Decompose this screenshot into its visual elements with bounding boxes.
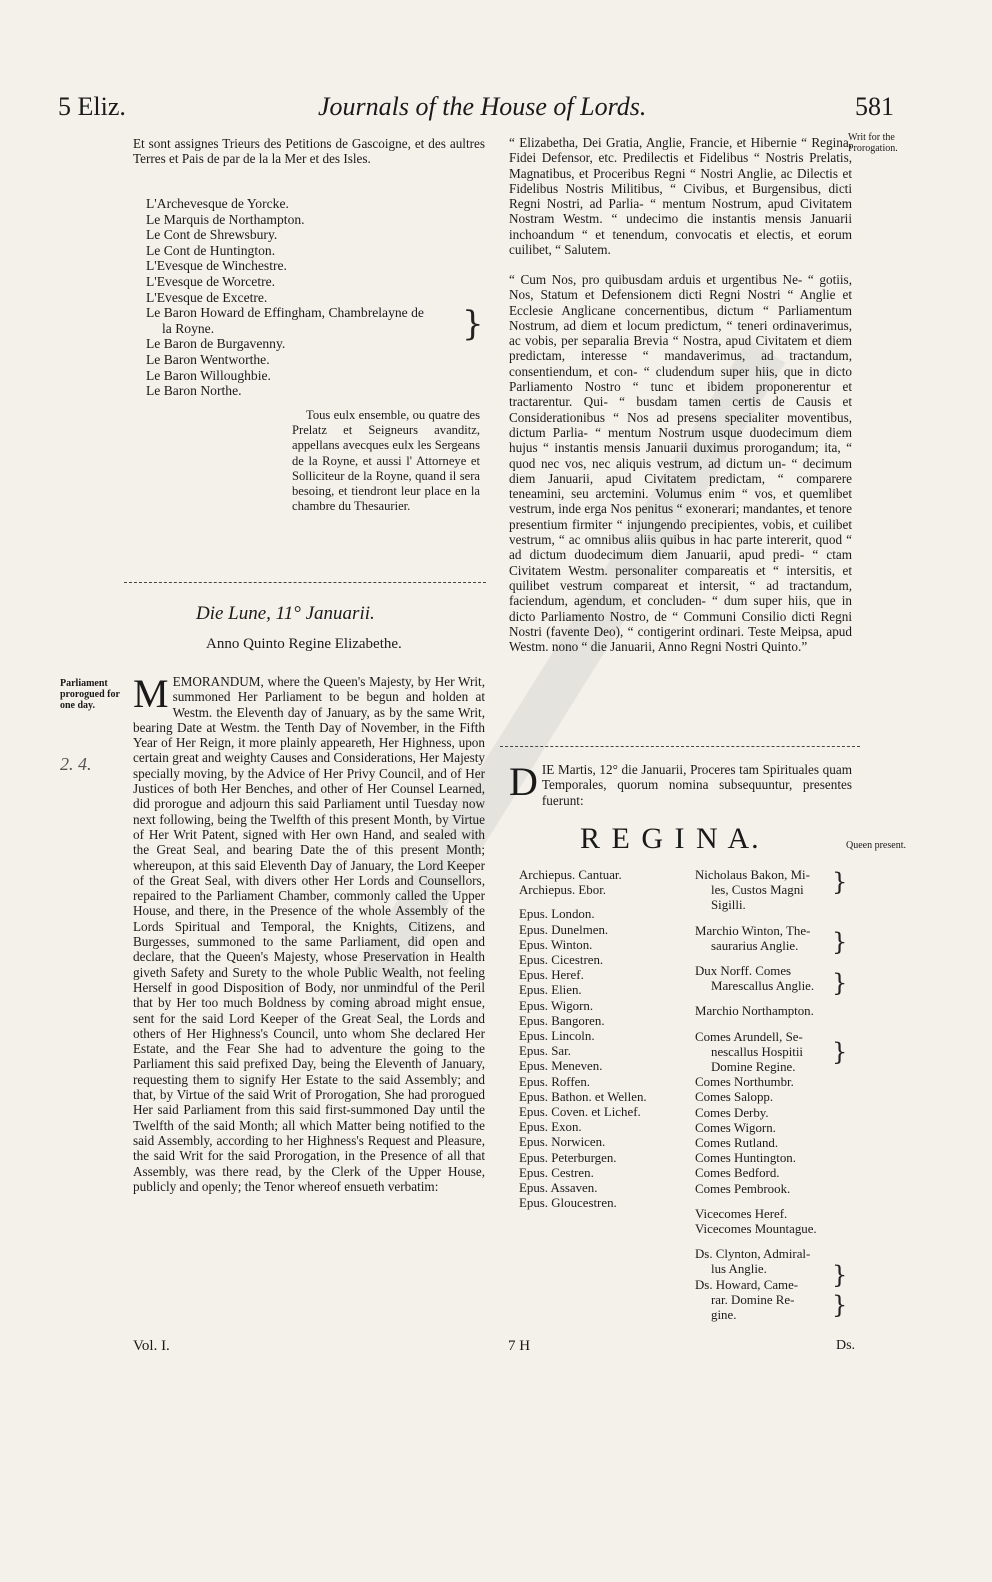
lord-line: lus Anglie. xyxy=(711,1262,767,1277)
lord-line: Vicecomes Mountague. xyxy=(695,1222,817,1237)
lord-name: Epus. Assaven. xyxy=(519,1181,598,1196)
lord-line: Marchio Northampton. xyxy=(695,1004,814,1019)
lord-line: Comes Salopp. xyxy=(695,1090,774,1105)
lord-group xyxy=(695,1278,840,1324)
lord-name: Epus. Wigorn. xyxy=(519,998,594,1013)
memorandum-text: EMORANDUM, where the Queen's Majesty, by Her Writ, summoned Her Parliament to be begun and holden at Westm. the Eleventh day of January, as by the same Writ, bearing Date at Westm. the Tenth Day of November, in the Fifth Year of Her Reign, it more plainly appeareth, Her Highness, upon certain great and weighty Causes and Considerations, Her Majesty specially moving, by the Advice of Her Privy Council, and of Her Justices of both Her Benches, and other of Her Counsel Learned, did prorogue and adjourn this said Parliament until Tuesday now next following, being the Twelfth of this present Month, by Virtue of Her Writ Patent, signed with Her own Hand, and sealed with the Great Seal, and bearing Date the of this present Month; whereupon, at this said Eleventh Day of January, the Lord Keeper of the Great Seal, with divers other Her Lords and Counsellors, repaired to the Parliament Chamber, commonly called the Upper House, and there, in the Presence of the whole Assembly of the Lords Spiritual and Temporal, the Knights, Citizens, and Burgesses, summoned to the same Parliament, did open and declare, that the Queen's Majesty, whose Preservation in Health giveth Safety and Surety to the whole Public Wealth, not feeling Herself in good Disposition of Body, nor unmindful of the Peril that by Her too much Boldness by coming abroad might ensue, sent for the said Lord Keeper of the Great Seal, the Lords and others of Her Highness's Council, unto whom She declared Her Estate, and the Fear She had to adventure the going to the Parliament this said prefixed Day, being the Eleventh of January, requesting them to signify Her Estate to the said Assembly; and that, by Virtue of the said Writ of Prorogation, She had prorogued Her said Parliament from this said first-summoned Day until the Twelfth of the said Month; all which Matter being notified to the said Assembly, according to her Highness's Request and Pleasure, the said Writ for the said Prorogation, in the Presence of all that Assembly, was there read, by the Clerk of the Upper House, publicly and openly; the Tenor whereof ensueth verbatim: xyxy=(133,674,485,1194)
lord-line: Comes Pembrook. xyxy=(695,1181,791,1196)
regina-heading: R E G I N A. xyxy=(580,822,761,855)
trier-name: Le Marquis de Northampton. xyxy=(146,211,305,227)
session-date: Die Lune, 11° Januarii. xyxy=(196,603,375,624)
lord-line: Comes Bedford. xyxy=(695,1166,780,1181)
trier-name: la Royne. xyxy=(162,320,215,336)
lord-name: Epus. Bangoren. xyxy=(519,1013,605,1028)
memorandum xyxy=(133,671,485,1194)
lord-line: Comes Rutland. xyxy=(695,1136,779,1151)
lord-name: Epus. Meneven. xyxy=(519,1059,603,1074)
lord-name: Epus. Roffen. xyxy=(519,1074,591,1089)
catchword: Ds. xyxy=(836,1338,856,1353)
lord-name: Archiepus. Ebor. xyxy=(519,883,606,898)
lord-group xyxy=(695,1030,840,1076)
lord-line: Marchio Winton, The- xyxy=(695,923,811,938)
dropcap: D xyxy=(509,759,538,804)
margin-note-queen: Queen present. xyxy=(846,840,906,851)
lord-group xyxy=(695,964,840,994)
trier-name: L'Evesque de Excetre. xyxy=(146,289,268,305)
triers-list xyxy=(146,196,476,399)
trier-name: Le Baron Northe. xyxy=(146,383,242,399)
lord-line: Comes Northumbr. xyxy=(695,1075,794,1090)
lord-name: Epus. Dunelmen. xyxy=(519,922,609,937)
triers-closing: Tous eulx ensemble, ou quatre des Prelatz et Seigneurs avanditz, appellans avecques eulx les Sergeans de la Royne, et aussi l' Attorneye et Solliciteur de la Royne, quand il sera besoing, et tiendront leur place en la chambre du Thesaurier. xyxy=(292,408,480,514)
lord-line: Comes Wigorn. xyxy=(695,1120,776,1135)
divider xyxy=(124,582,486,583)
temporal-lords-list xyxy=(695,868,840,1323)
trier-name: Le Baron Wentworthe. xyxy=(146,351,270,367)
signature-mark: 7 H xyxy=(508,1338,531,1354)
trier-name: L'Evesque de Worcetre. xyxy=(146,273,276,289)
triers-intro: Et sont assignes Trieurs des Petitions de Gascoigne, et des aultres Terres et Pais de par de la la Mer et des Isles. xyxy=(133,136,485,167)
brace-icon: } xyxy=(832,868,848,896)
page-number: 581 xyxy=(855,92,894,121)
lord-name: Epus. Exon. xyxy=(519,1120,582,1135)
lord-name: Epus. Norwicen. xyxy=(519,1135,606,1150)
dropcap: M xyxy=(133,671,169,716)
trier-name: Le Cont de Shrewsbury. xyxy=(146,227,278,243)
lord-line: Comes Derby. xyxy=(695,1105,769,1120)
lord-group xyxy=(695,1247,840,1277)
trier-name: Le Baron de Burgavenny. xyxy=(146,336,286,352)
lord-group xyxy=(695,868,840,914)
lord-name: Epus. Bathon. et Wellen. xyxy=(519,1089,647,1104)
lord-line: Sigilli. xyxy=(711,898,746,913)
lord-line: les, Custos Magni xyxy=(711,883,804,898)
trier-name: Le Baron Willoughbie. xyxy=(146,367,271,383)
trier-name: Le Baron Howard de Effingham, Chambrelayne de xyxy=(146,305,424,321)
lord-line: Ds. Howard, Came- xyxy=(695,1277,799,1292)
margin-note-writ: Writ for the Prorogation. xyxy=(848,132,898,154)
trier-name: L'Evesque de Winchestre. xyxy=(146,258,287,274)
lord-line: nescallus Hospitii xyxy=(711,1044,804,1059)
lord-name: Epus. Elien. xyxy=(519,983,582,998)
martis-text: IE Martis, 12° die Januarii, Proceres tam Spirituales quam Temporales, quorum nomina subsequuntur, presentes fuerunt: xyxy=(541,762,852,808)
lord-line: Comes Arundell, Se- xyxy=(695,1029,803,1044)
lord-line: Domine Regine. xyxy=(711,1060,796,1075)
brace-icon: } xyxy=(832,928,848,956)
brace-icon: } xyxy=(832,969,848,997)
lord-name: Epus. Gloucestren. xyxy=(519,1196,617,1211)
handwritten-note: 2. 4. xyxy=(60,754,92,774)
brace-icon: } xyxy=(832,1291,848,1319)
lord-name: Epus. Coven. et Lichef. xyxy=(519,1105,641,1120)
lord-line: Nicholaus Bakon, Mi- xyxy=(695,868,810,882)
brace-icon: } xyxy=(462,304,484,344)
trier-name: Le Cont de Huntington. xyxy=(146,242,276,258)
writ-para-1: “ Elizabetha, Dei Gratia, Anglie, Francie, et Hibernie “ Regina, Fidei Defensor, etc. Predilectis et Fidelibus “ Nostris Prelatis, Magnatibus, et Proceribus Regni “ Nostri Anglie, ac Dilectis et Fidelibus Nostris Militibus, “ Civibus, et Burgensibus, dicti Regni Nostri, ad Parlia- “ mentum Nostrum, apud Civitatem Nostram Westm. “ undecimo die instantis mensis Januarii inchoandum “ et tenendum, convocatis et electis, et eorum cuilibet, “ Salutem. xyxy=(509,135,852,258)
divider xyxy=(500,746,860,747)
lord-name: Epus. Peterburgen. xyxy=(519,1150,617,1165)
trier-name: L'Archevesque de Yorcke. xyxy=(146,196,289,211)
lord-name: Epus. Winton. xyxy=(519,937,593,952)
lord-name: Epus. Cicestren. xyxy=(519,953,604,968)
spiritual-lords-list xyxy=(519,868,689,1211)
lord-name: Epus. London. xyxy=(519,907,595,922)
lord-line: gine. xyxy=(711,1308,737,1323)
lord-group xyxy=(695,924,840,954)
lord-line: Dux Norff. Comes xyxy=(695,964,792,979)
brace-icon: } xyxy=(832,1038,848,1066)
margin-note-prorogued: Parliament prorogued for one day. xyxy=(60,678,120,711)
session-anno: Anno Quinto Regine Elizabethe. xyxy=(206,636,402,652)
lord-line: Vicecomes Heref. xyxy=(695,1206,788,1221)
lord-line: Comes Huntington. xyxy=(695,1151,796,1166)
lord-line: Ds. Clynton, Admiral- xyxy=(695,1247,811,1262)
writ-para-2: “ Cum Nos, pro quibusdam arduis et urgentibus Ne- “ gotiis, Nos, Statum et Defensionem dicti Regni Nostri “ Anglie et Ecclesie Anglicane concernentibus, dictum “ Parliamentum Nostrum, ad diem et locum predictum, “ teneri ordinaverimus, ac vobis, per separalia Brevia “ Nostra, apud Civitatem et diem predictam, interesse “ mandaverimus, ad tractandum, consentiendum, et con- “ cludendum super hiis, que in dicto Parliamento Nostro “ tunc et ibidem proponerentur et tractarentur. Qui- “ busdam tamen certis de Causis et Considerationibus “ Nos ad presens specialiter moventibus, dictum Parlia- “ mentum Nostrum usque duodecimum diem hujus “ instantis mensis Januarii duximus prorogandum; ita, “ quod nec vos, nec aliquis vestrum, ad dictum un- “ decimum diem Januarii, apud Civitatem predictam, “ comparere teneamini, seu arctemini. Volumus enim “ vos, et quemlibet vestrum, inde erga Nos penitus “ exonerari; mandantes, et tenore presentium firmiter “ injungendo precipientes, vobis, et cuilibet vestrum, “ ac omnibus aliis quibus in hac parte intererit, quod “ ad dictum duodecimum diem Januarii, apud predi- “ ctam Civitatem Westm. personaliter compareatis et “ intersitis, et quilibet vestrum compareat et intersit, “ ad tractandum, faciendum, agendum, et concluden- “ dum super hiis, que in dicto Parliamento Nostro, de “ Communi Consilio dicti Regni Nostri (favente Deo), “ contigerint ordinari. Teste Meipsa, apud Westm. nono “ die Januarii, Anno Regni Nostri Quinto.” xyxy=(509,272,852,655)
page-title: Journals of the House of Lords. xyxy=(318,92,647,121)
lord-line: rar. Domine Re- xyxy=(711,1292,795,1307)
header-left: 5 Eliz. xyxy=(58,92,126,121)
lord-name: Epus. Heref. xyxy=(519,968,584,983)
martis-paragraph xyxy=(509,759,852,808)
lord-name: Epus. Cestren. xyxy=(519,1165,594,1180)
brace-icon: } xyxy=(832,1261,848,1289)
lord-name: Archiepus. Cantuar. xyxy=(519,868,622,882)
lord-line: saurarius Anglie. xyxy=(711,938,799,953)
volume-number: Vol. I. xyxy=(133,1338,170,1354)
lord-name: Epus. Sar. xyxy=(519,1044,571,1059)
lord-name: Epus. Lincoln. xyxy=(519,1029,595,1044)
lord-line: Marescallus Anglie. xyxy=(711,979,815,994)
